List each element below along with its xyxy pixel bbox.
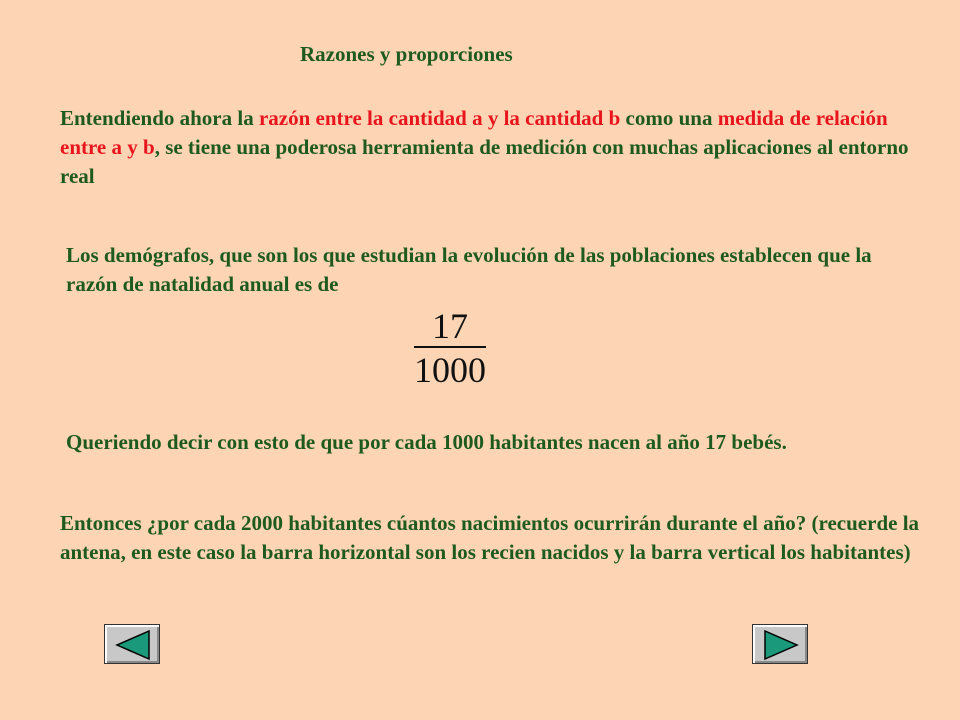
triangle-left-icon bbox=[113, 629, 153, 661]
triangle-right-icon bbox=[761, 629, 801, 661]
page-title: Razones y proporciones bbox=[300, 42, 513, 66]
fraction-numerator: 17 bbox=[432, 306, 468, 346]
intro-text-2: como una bbox=[620, 106, 718, 130]
intro-paragraph bbox=[60, 104, 920, 191]
intro-text-3: , se tiene una poderosa herramienta de medición con muchas aplicaciones al entorno real bbox=[60, 135, 909, 188]
intro-highlight-ratio: razón entre la cantidad a y la cantidad b bbox=[258, 106, 621, 130]
intro-highlight-relation: medida de relación entre a y b bbox=[60, 106, 888, 159]
fraction-denominator: 1000 bbox=[414, 349, 486, 390]
next-slide-button[interactable] bbox=[752, 624, 808, 664]
fraction-bar bbox=[414, 346, 486, 348]
demographics-paragraph: Los demógrafos, que son los que estudian la evolución de las poblaciones establecen que la razón de natalidad anual es de bbox=[66, 243, 872, 296]
previous-slide-button[interactable] bbox=[104, 624, 160, 664]
birth-rate-fraction bbox=[412, 308, 488, 388]
question-paragraph: Entonces ¿por cada 2000 habitantes cúantos nacimientos ocurrirán durante el año? (recuerde la antena, en este caso la barra horizontal son los recien nacidos y la barra vertical los habitantes) bbox=[60, 511, 920, 564]
meaning-paragraph: Queriendo decir con esto de que por cada 1000 habitantes nacen al año 17 bebés. bbox=[66, 430, 787, 454]
intro-text-1: Entendiendo ahora la bbox=[60, 106, 259, 130]
